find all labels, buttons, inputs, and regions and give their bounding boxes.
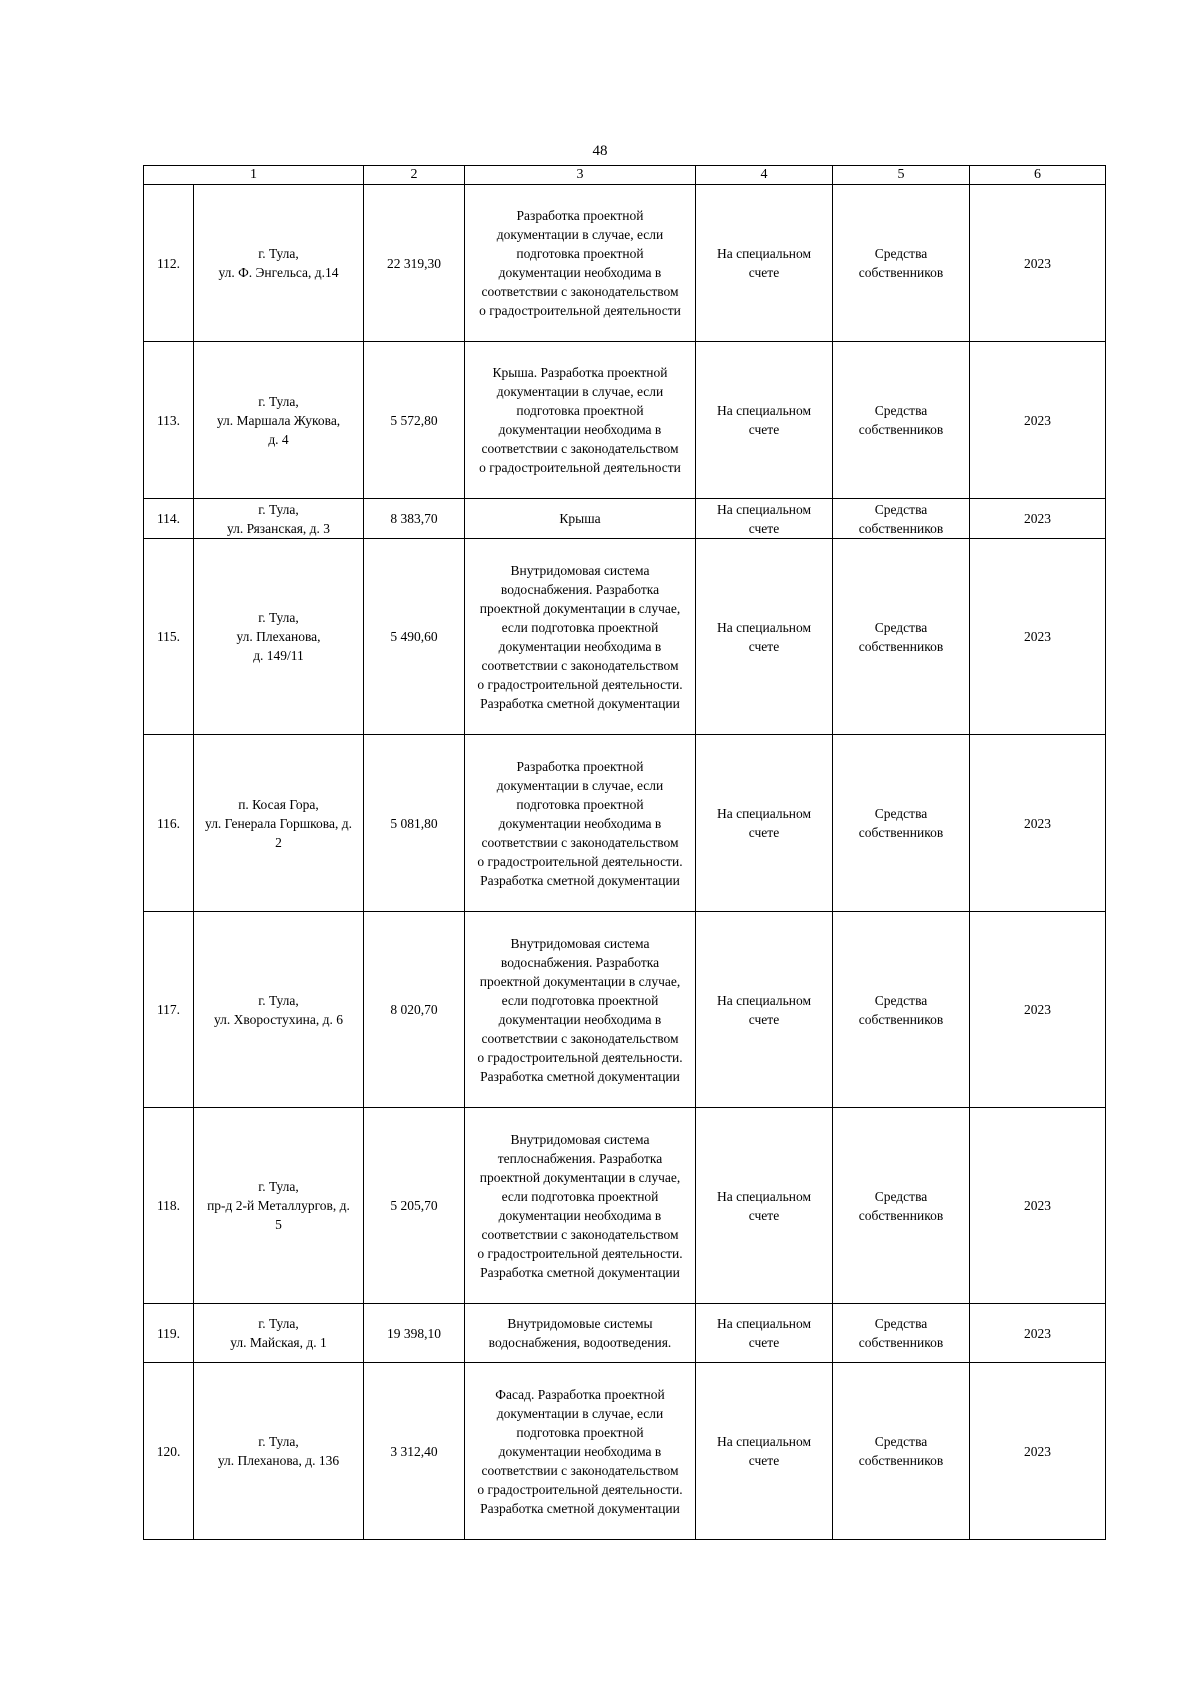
funding-source-cell-line: собственников xyxy=(858,1011,944,1027)
work-type-cell-line: о градостроительной деятельности xyxy=(479,460,681,475)
area-cell: 8 020,70 xyxy=(364,912,465,1108)
row-number: 117. xyxy=(144,912,194,1108)
work-type-cell-line: соответствии с законодательством xyxy=(481,1462,679,1478)
row-number: 113. xyxy=(144,342,194,499)
work-type-cell-line: соответствии с законодательством xyxy=(481,284,679,299)
account-cell-line: счете xyxy=(748,638,780,654)
address-cell xyxy=(194,1108,364,1304)
work-type-cell-line: Внутридомовые системы xyxy=(507,1316,653,1331)
work-type-cell-line: Разработка сметной документации xyxy=(480,1500,680,1516)
address-cell-line: г. Тула, xyxy=(258,1179,299,1194)
funding-source-cell-line: собственников xyxy=(858,825,944,840)
year-cell: 2023 xyxy=(970,912,1106,1108)
year-cell: 2023 xyxy=(970,499,1106,539)
year-cell: 2023 xyxy=(970,342,1106,499)
address-cell-line: ул. Ф. Энгельса, д.14 xyxy=(218,265,339,280)
address-cell-line: ул. Маршала Жукова, xyxy=(216,412,341,428)
work-type-cell-line: соответствии с законодательством xyxy=(481,657,679,673)
area-cell: 19 398,10 xyxy=(364,1304,465,1363)
header-cell-6: 6 xyxy=(970,166,1106,185)
address-cell xyxy=(194,499,364,539)
work-type-cell-line: если подготовка проектной xyxy=(501,619,659,635)
work-type-cell-line: о градостроительной деятельности. xyxy=(477,1481,683,1497)
address-cell-line: пр-д 2-й Металлургов, д. xyxy=(207,1198,350,1213)
address-cell xyxy=(194,1363,364,1540)
funding-source-cell-line: Средства xyxy=(874,619,928,635)
year-cell: 2023 xyxy=(970,1304,1106,1363)
address-cell-line: 2 xyxy=(275,834,282,850)
funding-source-cell-line: собственников xyxy=(858,265,944,280)
work-type-cell xyxy=(465,1363,696,1540)
account-cell-line: На специальном xyxy=(716,1188,812,1204)
address-cell-line: г. Тула, xyxy=(258,1316,299,1331)
address-cell-line: г. Тула, xyxy=(258,610,299,625)
header-cell-3: 3 xyxy=(465,166,696,185)
account-cell-line: счете xyxy=(748,520,780,536)
work-type-cell xyxy=(465,342,696,499)
row-number: 118. xyxy=(144,1108,194,1304)
area-cell: 5 572,80 xyxy=(364,342,465,499)
table-row xyxy=(144,342,1106,499)
address-cell-line: ул. Майская, д. 1 xyxy=(230,1335,327,1350)
account-cell-line: На специальном xyxy=(716,501,812,517)
work-type-cell-line: о градостроительной деятельности. xyxy=(477,676,683,692)
work-type-cell-line: теплоснабжения. Разработка xyxy=(497,1150,663,1166)
work-type-cell-line: документации в случае, если xyxy=(496,1405,664,1421)
year-cell: 2023 xyxy=(970,1108,1106,1304)
repair-program-table xyxy=(143,165,1106,1540)
address-cell xyxy=(194,185,364,342)
funding-source-cell-line: собственников xyxy=(858,1207,944,1223)
address-cell xyxy=(194,539,364,735)
funding-source-cell-line: Средства xyxy=(874,246,928,261)
account-cell xyxy=(696,342,833,499)
row-number: 114. xyxy=(144,499,194,539)
area-cell: 5 490,60 xyxy=(364,539,465,735)
address-cell-line: ул. Плеханова, д. 136 xyxy=(217,1453,340,1468)
account-cell-line: На специальном xyxy=(716,619,812,635)
work-type-cell-line: подготовка проектной xyxy=(516,246,644,261)
account-cell-line: счете xyxy=(748,1453,780,1468)
funding-source-cell-line: собственников xyxy=(858,1335,944,1350)
funding-source-cell-line: собственников xyxy=(858,422,944,437)
work-type-cell-line: подготовка проектной xyxy=(516,1424,644,1440)
work-type-cell-line: проектной документации в случае, xyxy=(479,600,681,616)
work-type-cell-line: Крыша. Разработка проектной xyxy=(492,365,668,380)
table-row xyxy=(144,1108,1106,1304)
header-cell-4: 4 xyxy=(696,166,833,185)
address-cell xyxy=(194,1304,364,1363)
work-type-cell-line: документации в случае, если xyxy=(496,384,664,399)
funding-source-cell-line: собственников xyxy=(858,520,944,536)
work-type-cell-line: водоснабжения. Разработка xyxy=(500,581,660,597)
area-cell: 8 383,70 xyxy=(364,499,465,539)
work-type-cell xyxy=(465,185,696,342)
funding-source-cell xyxy=(833,735,970,912)
row-number: 120. xyxy=(144,1363,194,1540)
work-type-cell-line: документации в случае, если xyxy=(496,227,664,242)
work-type-cell-line: соответствии с законодательством xyxy=(481,1030,679,1046)
account-cell-line: счете xyxy=(748,1335,780,1350)
work-type-cell xyxy=(465,912,696,1108)
address-cell-line: г. Тула, xyxy=(258,1434,299,1449)
funding-source-cell xyxy=(833,185,970,342)
account-cell-line: счете xyxy=(748,825,780,840)
funding-source-cell-line: Средства xyxy=(874,1316,928,1331)
table-row xyxy=(144,1363,1106,1540)
table-body xyxy=(144,185,1106,1540)
account-cell-line: счете xyxy=(748,265,780,280)
address-cell-line: г. Тула, xyxy=(258,393,299,409)
work-type-cell-line: Внутридомовая система xyxy=(510,562,650,578)
address-cell xyxy=(194,342,364,499)
row-number: 119. xyxy=(144,1304,194,1363)
funding-source-cell-line: собственников xyxy=(858,1453,944,1468)
account-cell xyxy=(696,539,833,735)
address-cell-line: п. Косая Гора, xyxy=(238,796,319,812)
table-row xyxy=(144,499,1106,539)
work-type-cell-line: о градостроительной деятельности. xyxy=(477,853,683,869)
address-cell xyxy=(194,912,364,1108)
row-number: 116. xyxy=(144,735,194,912)
funding-source-cell xyxy=(833,539,970,735)
row-number: 115. xyxy=(144,539,194,735)
work-type-cell-line: Разработка проектной xyxy=(516,208,644,223)
account-cell-line: На специальном xyxy=(716,1316,812,1331)
work-type-cell-line: документации необходима в xyxy=(498,1443,662,1459)
account-cell xyxy=(696,1304,833,1363)
funding-source-cell-line: Средства xyxy=(874,992,928,1008)
funding-source-cell-line: Средства xyxy=(874,1434,928,1449)
address-cell-line: ул. Рязанская, д. 3 xyxy=(226,520,331,536)
work-type-cell-line: о градостроительной деятельности xyxy=(479,303,681,318)
row-number: 112. xyxy=(144,185,194,342)
work-type-cell-line: документации необходима в xyxy=(498,265,662,280)
work-type-cell-line: Разработка сметной документации xyxy=(480,1264,680,1280)
table-row xyxy=(144,539,1106,735)
work-type-cell-line: Разработка сметной документации xyxy=(480,1068,680,1084)
address-cell-line: г. Тула, xyxy=(258,246,299,261)
work-type-cell-line: проектной документации в случае, xyxy=(479,1169,681,1185)
work-type-cell-line: Крыша xyxy=(559,511,601,526)
work-type-cell-line: соответствии с законодательством xyxy=(481,1226,679,1242)
work-type-cell-line: если подготовка проектной xyxy=(501,992,659,1008)
work-type-cell-line: Фасад. Разработка проектной xyxy=(495,1386,665,1402)
work-type-cell-line: документации необходима в xyxy=(498,1207,662,1223)
year-cell: 2023 xyxy=(970,735,1106,912)
work-type-cell xyxy=(465,499,696,539)
work-type-cell xyxy=(465,735,696,912)
funding-source-cell xyxy=(833,342,970,499)
work-type-cell-line: подготовка проектной xyxy=(516,403,644,418)
work-type-cell-line: Разработка проектной xyxy=(516,758,644,774)
work-type-cell-line: о градостроительной деятельности. xyxy=(477,1049,683,1065)
work-type-cell-line: документации необходима в xyxy=(498,815,662,831)
account-cell xyxy=(696,912,833,1108)
funding-source-cell-line: Средства xyxy=(874,1188,928,1204)
address-cell xyxy=(194,735,364,912)
header-row xyxy=(144,166,1106,185)
account-cell-line: счете xyxy=(748,1207,780,1223)
funding-source-cell xyxy=(833,1108,970,1304)
table-row xyxy=(144,1304,1106,1363)
address-cell-line: г. Тула, xyxy=(258,501,299,517)
year-cell: 2023 xyxy=(970,185,1106,342)
account-cell xyxy=(696,735,833,912)
account-cell-line: На специальном xyxy=(716,246,812,261)
address-cell-line: 5 xyxy=(275,1217,282,1232)
work-type-cell xyxy=(465,1108,696,1304)
account-cell xyxy=(696,185,833,342)
funding-source-cell-line: собственников xyxy=(858,638,944,654)
account-cell-line: счете xyxy=(748,1011,780,1027)
work-type-cell xyxy=(465,539,696,735)
work-type-cell-line: соответствии с законодательством xyxy=(481,834,679,850)
table-row xyxy=(144,185,1106,342)
area-cell: 5 205,70 xyxy=(364,1108,465,1304)
work-type-cell-line: Внутридомовая система xyxy=(510,935,650,951)
table-row xyxy=(144,912,1106,1108)
work-type-cell-line: соответствии с законодательством xyxy=(481,441,679,456)
funding-source-cell xyxy=(833,912,970,1108)
work-type-cell-line: Разработка сметной документации xyxy=(480,695,680,711)
funding-source-cell xyxy=(833,1363,970,1540)
funding-source-cell-line: Средства xyxy=(874,403,928,418)
work-type-cell-line: документации в случае, если xyxy=(496,777,664,793)
funding-source-cell-line: Средства xyxy=(874,806,928,821)
account-cell xyxy=(696,1363,833,1540)
work-type-cell-line: водоснабжения, водоотведения. xyxy=(488,1335,672,1350)
address-cell-line: ул. Генерала Горшкова, д. xyxy=(205,815,352,831)
funding-source-cell-line: Средства xyxy=(874,501,928,517)
work-type-cell-line: Внутридомовая система xyxy=(510,1131,650,1147)
area-cell: 3 312,40 xyxy=(364,1363,465,1540)
work-type-cell xyxy=(465,1304,696,1363)
address-cell-line: д. 149/11 xyxy=(253,648,304,663)
funding-source-cell xyxy=(833,1304,970,1363)
work-type-cell-line: документации необходима в xyxy=(498,638,662,654)
account-cell-line: На специальном xyxy=(716,1434,812,1449)
area-cell: 22 319,30 xyxy=(364,185,465,342)
work-type-cell-line: проектной документации в случае, xyxy=(479,973,681,989)
address-cell-line: д. 4 xyxy=(268,431,289,447)
work-type-cell-line: о градостроительной деятельности. xyxy=(477,1245,683,1261)
account-cell xyxy=(696,1108,833,1304)
year-cell: 2023 xyxy=(970,539,1106,735)
account-cell-line: счете xyxy=(748,422,780,437)
header-cell-5: 5 xyxy=(833,166,970,185)
work-type-cell-line: если подготовка проектной xyxy=(501,1188,659,1204)
table-row xyxy=(144,735,1106,912)
page-number: 48 xyxy=(592,143,608,159)
work-type-cell-line: подготовка проектной xyxy=(516,796,644,812)
year-cell: 2023 xyxy=(970,1363,1106,1540)
area-cell: 5 081,80 xyxy=(364,735,465,912)
funding-source-cell xyxy=(833,499,970,539)
address-cell-line: ул. Плеханова, xyxy=(236,629,321,644)
address-cell-line: г. Тула, xyxy=(258,992,299,1008)
address-cell-line: ул. Хворостухина, д. 6 xyxy=(213,1011,344,1027)
work-type-cell-line: документации необходима в xyxy=(498,422,662,437)
account-cell-line: На специальном xyxy=(716,992,812,1008)
work-type-cell-line: документации необходима в xyxy=(498,1011,662,1027)
account-cell xyxy=(696,499,833,539)
work-type-cell-line: водоснабжения. Разработка xyxy=(500,954,660,970)
header-cell-1: 1 xyxy=(144,166,364,185)
header-cell-2: 2 xyxy=(364,166,465,185)
account-cell-line: На специальном xyxy=(716,403,812,418)
work-type-cell-line: Разработка сметной документации xyxy=(480,872,680,888)
account-cell-line: На специальном xyxy=(716,806,812,821)
